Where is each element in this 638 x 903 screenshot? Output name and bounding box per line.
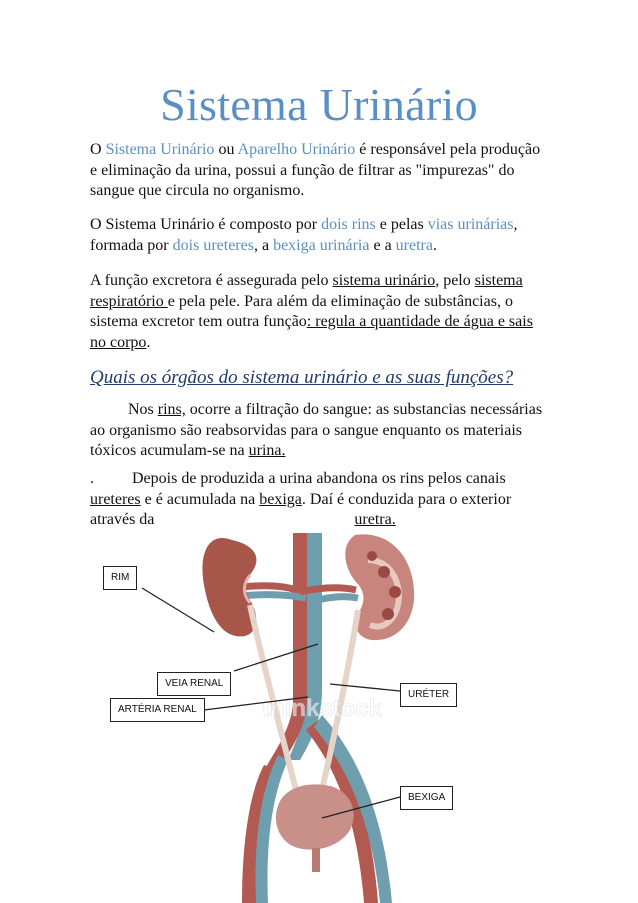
text: Nos [128,401,158,418]
renal-vein-left [240,595,306,598]
renal-artery-left [240,586,296,590]
text: e pela pele. Para além da eliminação de substâncias, o sistema excretor tem outra função [90,292,513,330]
highlight-dois-ureteres: dois ureteres [172,236,254,254]
text: é responsável pela produção e eliminação da urina, possui a função de filtrar as "impurezas" do sangue que circula no organismo. [90,141,541,199]
highlight-dois-rins: dois rins [321,216,376,233]
text: O [90,141,106,158]
text: . [146,333,151,351]
text: , a [253,236,274,254]
underlined-bexiga: bexiga [259,490,302,508]
text: . Daí é conduzida para o exterior através da [90,490,512,528]
kidney-right-pyramid [367,551,377,561]
dot: . [90,470,94,487]
underlined-sistema-respiratorio: sistema respiratório [90,272,523,310]
highlight-aparelho-urinario: Aparelho Urinário [237,141,356,158]
text: Depois de produzida a urina abandona os rins pelos canais [132,470,506,487]
text: ocorre a filtração do sangue: as substancias necessárias ao organismo são reabsorvidas para o sangue enquanto os materiais tóxicos acumulam-se na [90,401,543,459]
label-rim: RIM [103,566,137,590]
underlined-urina: urina. [248,442,286,459]
text: ou [214,141,238,158]
underlined-sistema-urinario: sistema urinário [332,272,436,289]
kidney-right-pyramid [382,608,394,620]
highlight-vias-urinarias: vias urinárias [427,216,514,233]
label-bexiga: BEXIGA [400,786,453,810]
label-arteria-renal: ARTÉRIA RENAL [110,698,205,722]
label-ureter: URÉTER [400,683,457,707]
underlined-ureteres: ureteres [90,490,141,508]
text: e é acumulada na [140,490,260,508]
underlined-regula: : regula a quantidade de água e sais no corpo [90,313,533,351]
highlight-uretra: uretra [395,236,433,254]
text: , formada por [90,216,518,254]
text: , pelo [435,272,475,289]
text: . [432,236,437,254]
leader-rim [142,588,214,632]
text: e pelas [375,216,428,233]
text: e a [369,236,396,254]
underlined-rins: rins, [157,401,186,418]
watermark: thinkstock [262,695,383,722]
highlight-bexiga-urinaria: bexiga urinária [273,236,370,254]
label-veia-renal: VEIA RENAL [157,672,231,696]
kidney-right-pyramid [378,566,390,578]
bladder [276,784,354,849]
renal-artery-right [300,588,356,592]
highlight-sistema-urinario: Sistema Urinário [105,141,215,158]
urethra [312,848,320,872]
underlined-uretra: uretra. [354,511,396,528]
page-title: Sistema Urinário [160,79,478,130]
renal-vein-right [318,597,358,600]
section-heading: Quais os órgãos do sistema urinário e as suas funções? [90,367,514,388]
text: O Sistema Urinário é composto por [90,216,322,233]
kidney-right-pyramid [389,586,401,598]
text: A função excretora é assegurada pelo [90,272,333,289]
